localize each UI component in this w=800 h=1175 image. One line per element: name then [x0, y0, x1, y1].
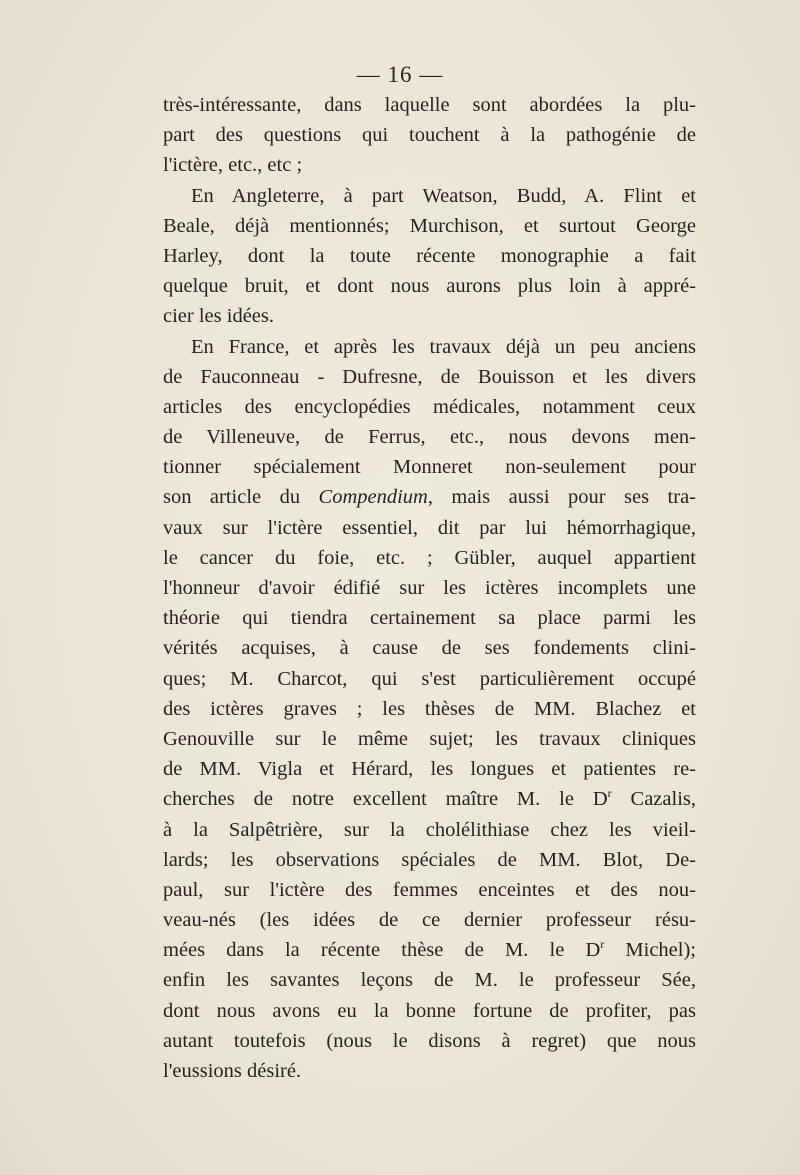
- text-line: tionner spécialement Monneret non-seulement pour: [163, 456, 696, 479]
- text-line: de MM. Vigla et Hérard, les longues et patientes re-: [163, 758, 696, 781]
- italic-title: Compendium: [318, 486, 428, 509]
- text-line: quelque bruit, et dont nous aurons plus loin à appré-: [163, 275, 696, 298]
- text-line: l'eussions désiré.: [163, 1060, 302, 1082]
- text-line: Beale, déjà mentionnés; Murchison, et surtout George: [163, 214, 696, 237]
- text-line: à la Salpêtrière, sur la cholélithiase chez les vieil-: [163, 818, 696, 841]
- text-line: cherches de notre excellent maître M. le $D^r$ Cazalis,: [163, 786, 697, 811]
- body-text: [163, 90, 696, 1086]
- text-line: de Fauconneau - Dufresne, de Bouisson et les divers: [163, 365, 696, 388]
- text-line: des ictères graves ; les thèses de MM. Blachez et: [163, 697, 696, 720]
- text-line: Harley, dont la toute récente monographie a fait: [163, 244, 696, 267]
- text-line: très-intéressante, dans laquelle sont abordées la plu-: [163, 94, 696, 116]
- text-line: le cancer du foie, etc. ; Gübler, auquel appartient: [163, 546, 696, 569]
- text-line: dont nous avons eu la bonne fortune de profiter, pas: [163, 999, 696, 1022]
- text-line: l'honneur d'avoir édifié sur les ictères incomplets une: [163, 577, 696, 599]
- text-line: l'ictère, etc., etc ;: [163, 154, 303, 177]
- text-line: Genouville sur le même sujet; les travaux cliniques: [163, 727, 696, 750]
- text-line: vérités acquises, à cause de ses fondements clini-: [163, 637, 696, 660]
- text-line: paul, sur l'ictère des femmes enceintes et des nou-: [163, 878, 696, 901]
- superscript: r: [607, 786, 612, 801]
- text-line: ques; M. Charcot, qui s'est particulièrement occupé: [163, 667, 696, 690]
- text-line: de Villeneuve, de Ferrus, etc., nous devons men-: [163, 426, 696, 449]
- text-line: vaux sur l'ictère essentiel, dit par lui hémorrhagique,: [163, 516, 696, 539]
- superscript: r: [600, 937, 605, 952]
- text-line: cier les idées.: [163, 305, 274, 328]
- text-line: son article du Compendium, mais aussi pour ses tra-: [163, 486, 696, 509]
- text-line: En Angleterre, à part Weatson, Budd, A. Flint et: [191, 184, 696, 207]
- page-number: — 16 —: [356, 62, 444, 87]
- text-line: théorie qui tiendra certainement sa place parmi les: [163, 607, 696, 630]
- text-line: enfin les savantes leçons de M. le professeur Sée,: [163, 969, 696, 992]
- text-line: part des questions qui touchent à la pathogénie de: [163, 124, 696, 147]
- text-line: articles des encyclopédies médicales, notamment ceux: [163, 395, 696, 418]
- text-line: mées dans la récente thèse de M. le $D^r$ Michel);: [163, 937, 696, 962]
- text-line: autant toutefois (nous le disons à regret) que nous: [163, 1029, 696, 1052]
- text-line: lards; les observations spéciales de MM. Blot, De-: [163, 848, 696, 871]
- text-line: veau-nés (les idées de ce dernier professeur résu-: [163, 909, 696, 932]
- text-line: En France, et après les travaux déjà un peu anciens: [191, 335, 696, 358]
